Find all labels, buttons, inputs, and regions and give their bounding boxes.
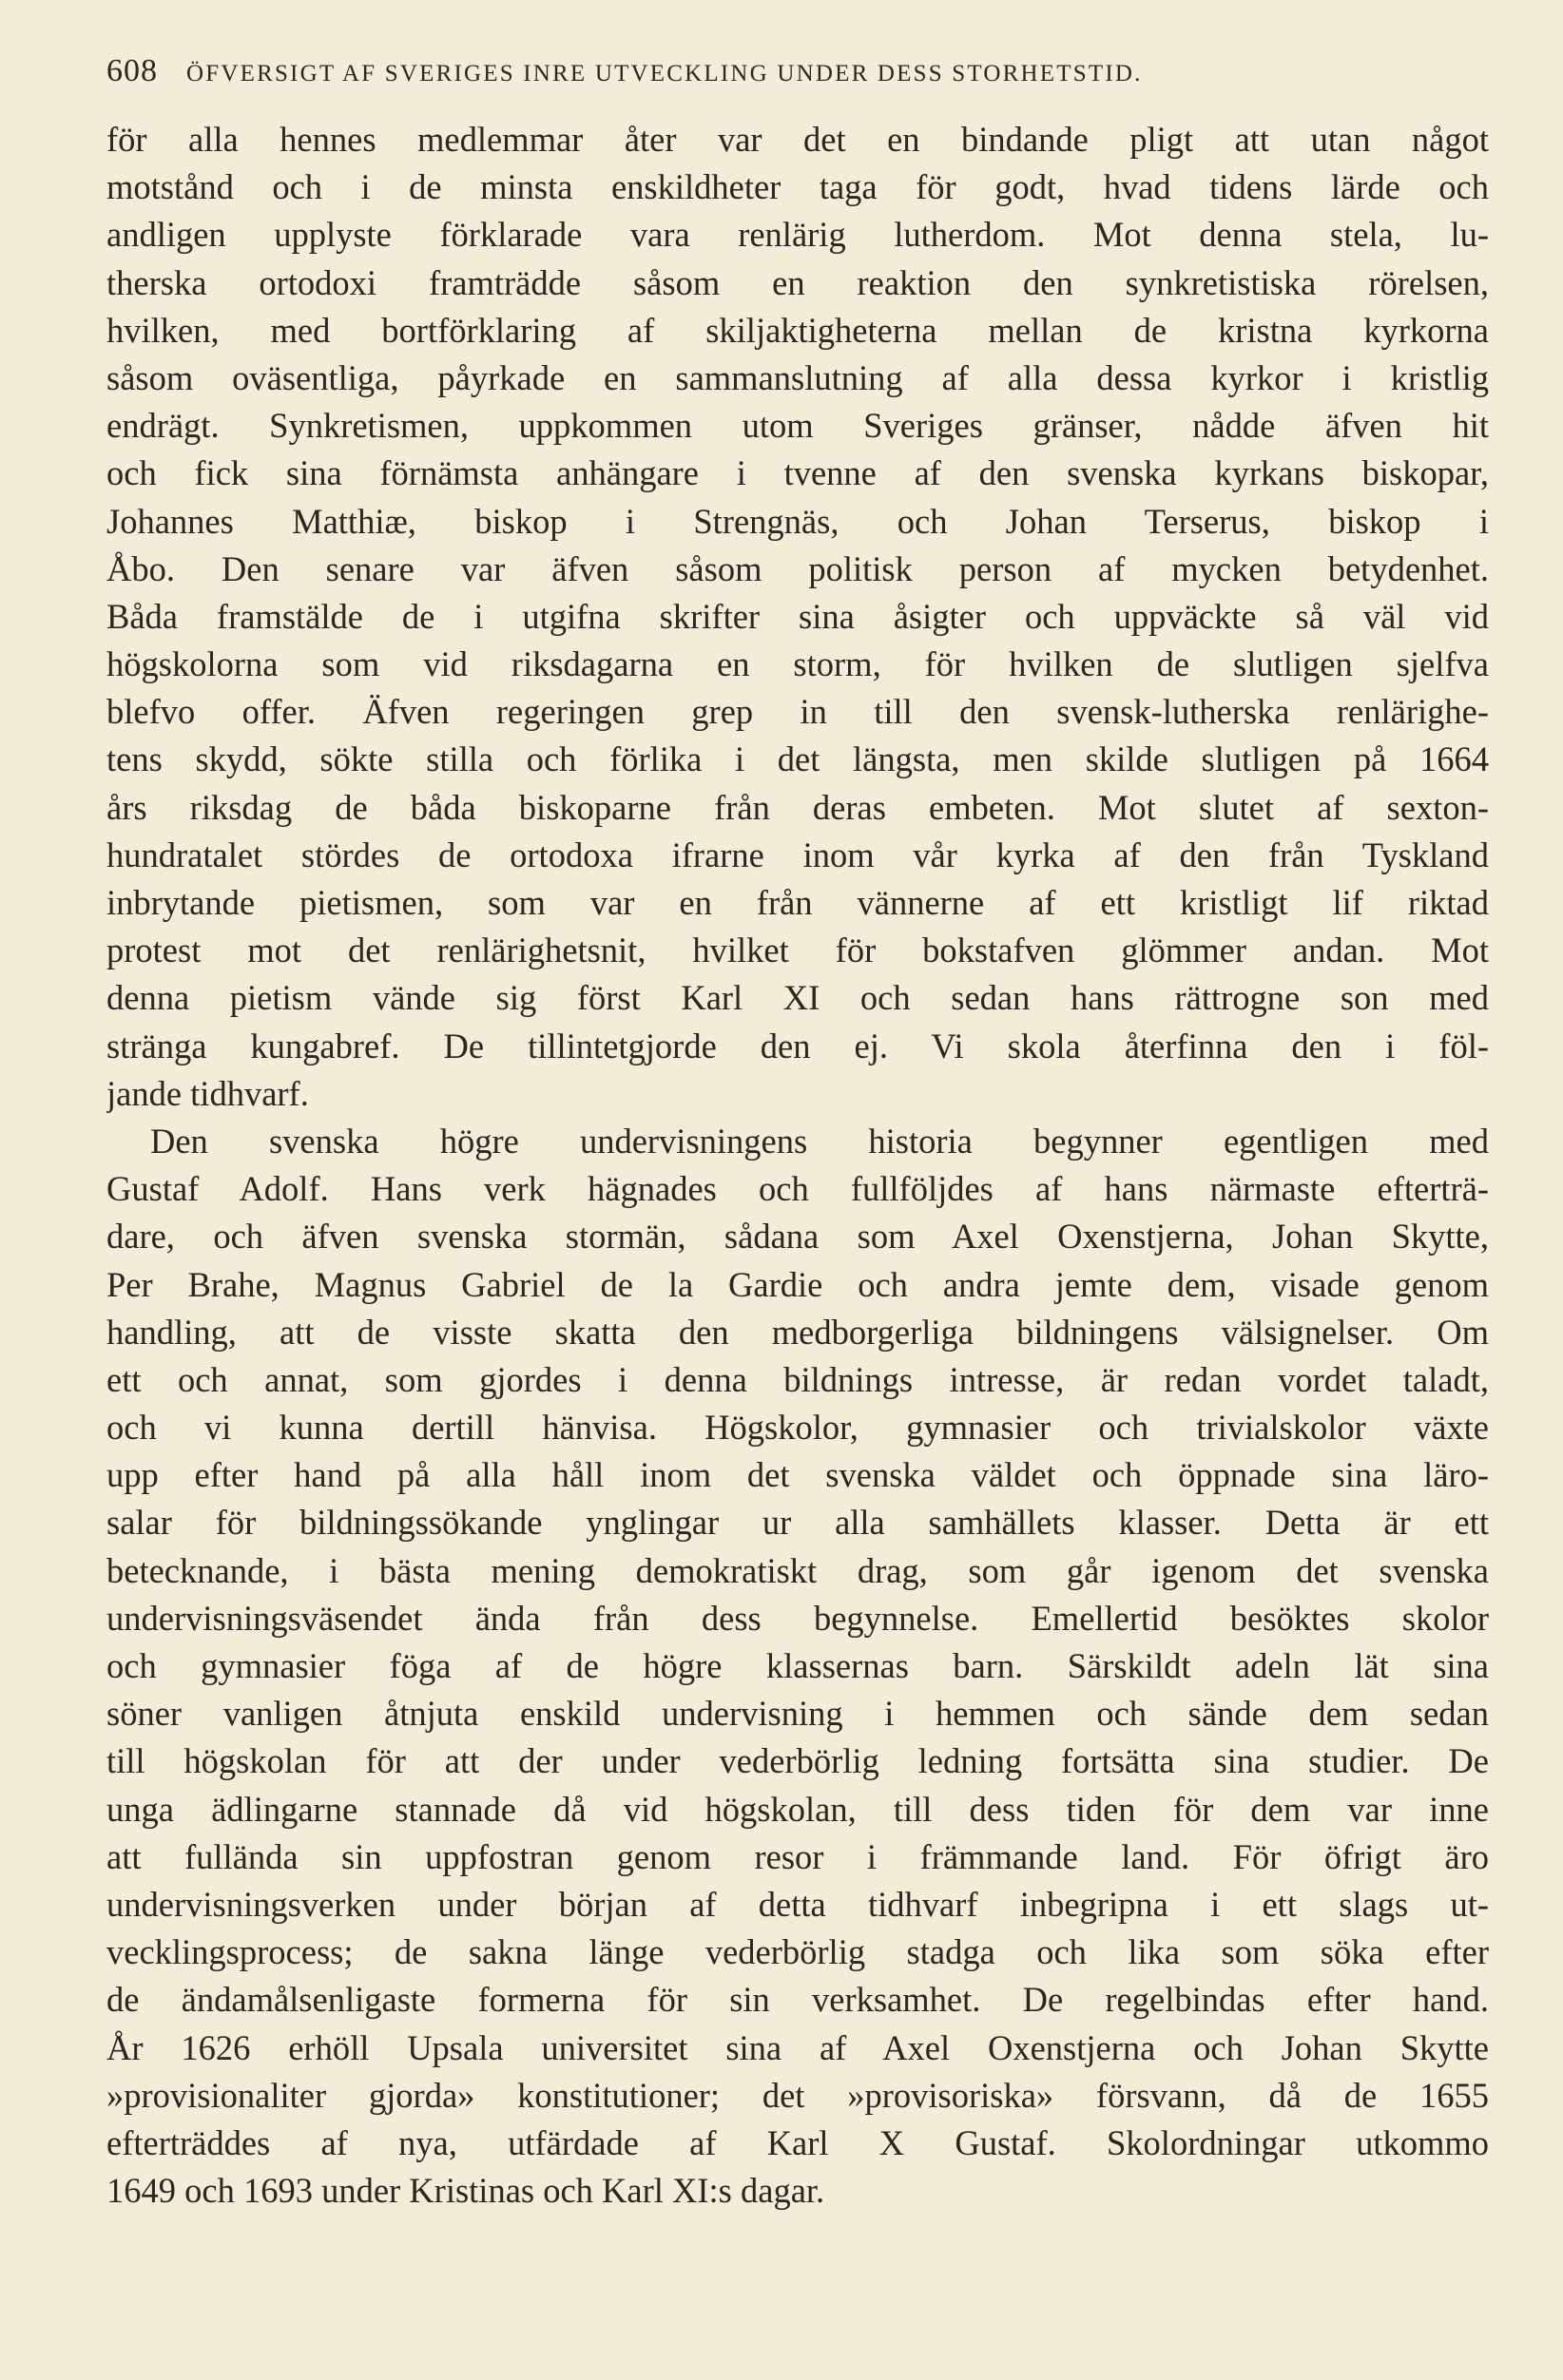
text-line: denna pietism vände sig först Karl XI och sedan hans rättrogne son med <box>106 978 1489 1018</box>
text-line: »provisionaliter gjorda» konstitutioner; det »provisoriska» försvann, då de 1655 <box>106 2075 1489 2115</box>
text-line: och vi kunna dertill hänvisa. Högskolor, gymnasier och trivialskolor växte <box>106 1408 1489 1448</box>
text-line: unga ädlingarne stannade då vid högskolan, till dess tiden för dem var inne <box>106 1789 1489 1829</box>
text-line: stränga kungabref. De tillintetgjorde den ej. Vi skola återfinna den i föl- <box>106 1026 1489 1065</box>
text-line: undervisningsverken under början af detta tidhvarf inbegripna i ett slags ut- <box>106 1884 1489 1924</box>
text-line: Gustaf Adolf. Hans verk hägnades och fullföljdes af hans närmaste efterträ- <box>106 1169 1489 1209</box>
text-line: protest mot det renlärighetsnit, hvilket för bokstafven glömmer andan. Mot <box>106 931 1489 970</box>
text-line: högskolorna som vid riksdagarna en storm, för hvilken de slutligen sjelfva <box>106 644 1489 684</box>
text-line: Den svenska högre undervisningens historia begynner egentligen med <box>150 1121 1489 1161</box>
text-line: hundratalet stördes de ortodoxa ifrarne inom vår kyrka af den från Tyskland <box>106 835 1489 874</box>
text-line: upp efter hand på alla håll inom det svenska väldet och öppnade sina läro- <box>106 1455 1489 1495</box>
text-line: såsom oväsentliga, påyrkade en sammanslutning af alla dessa kyrkor i kristlig <box>106 357 1489 397</box>
text-line: att fullända sin uppfostran genom resor i främmande land. För öfrigt äro <box>106 1836 1489 1876</box>
text-line: betecknande, i bästa mening demokratiskt drag, som går igenom det svenska <box>106 1550 1489 1590</box>
text-line: Åbo. Den senare var äfven såsom politisk person af mycken betydenhet. <box>106 548 1489 588</box>
text-line: blefvo offer. Äfven regeringen grep in till den svensk-lutherska renlärighe- <box>106 692 1489 732</box>
text-line: dare, och äfven svenska stormän, sådana som Axel Oxenstjerna, Johan Skytte, <box>106 1217 1489 1257</box>
text-line: År 1626 erhöll Upsala universitet sina af Axel Oxenstjerna och Johan Skytte <box>106 2027 1489 2067</box>
text-line: Johannes Matthiæ, biskop i Strengnäs, och Johan Terserus, biskop i <box>106 501 1489 541</box>
text-line: söner vanligen åtnjuta enskild undervisning i hemmen och sände dem sedan <box>106 1694 1489 1734</box>
text-line: salar för bildningssökande ynglingar ur alla samhällets klasser. Detta är ett <box>106 1503 1489 1543</box>
text-line: års riksdag de båda biskoparne från deras embeten. Mot slutet af sexton- <box>106 787 1489 827</box>
text-line: de ändamålsenligaste formerna för sin verksamhet. De regelbindas efter hand. <box>106 1980 1489 2020</box>
text-line: hvilken, med bortförklaring af skiljaktigheterna mellan de kristna kyrkorna <box>106 310 1489 350</box>
text-line: inbrytande pietismen, som var en från vännerne af ett kristligt lif riktad <box>106 883 1489 922</box>
text-line: och fick sina förnämsta anhängare i tvenne af den svenska kyrkans biskopar, <box>106 453 1489 493</box>
page-header <box>106 53 1495 95</box>
text-line: och gymnasier föga af de högre klassernas barn. Särskildt adeln lät sina <box>106 1646 1489 1685</box>
text-line: ett och annat, som gjordes i denna bildnings intresse, är redan vordet taladt, <box>106 1359 1489 1399</box>
text-line: jande tidhvarf. <box>106 1073 309 1113</box>
text-line: Per Brahe, Magnus Gabriel de la Gardie och andra jemte dem, visade genom <box>106 1264 1489 1304</box>
body-text <box>106 116 1489 2215</box>
text-line: vecklingsprocess; de sakna länge vederbörlig stadga och lika som söka efter <box>106 1932 1489 1972</box>
text-line: andligen upplyste förklarade vara renlärig lutherdom. Mot denna stela, lu- <box>106 215 1489 255</box>
text-line: Båda framstälde de i utgifna skrifter sina åsigter och uppväckte så väl vid <box>106 596 1489 636</box>
text-line: efterträddes af nya, utfärdade af Karl X Gustaf. Skolordningar utkommo <box>106 2122 1489 2162</box>
text-line: handling, att de visste skatta den medborgerliga bildningens välsignelser. Om <box>106 1312 1489 1352</box>
page-number: 608 <box>106 53 158 88</box>
running-title: ÖFVERSIGT AF SVERIGES INRE UTVECKLING UNDER DESS STORHETSTID. <box>186 61 1143 86</box>
text-line: therska ortodoxi framträdde såsom en reaktion den synkretistiska rörelsen, <box>106 262 1489 302</box>
text-line: 1649 och 1693 under Kristinas och Karl XI:s dagar. <box>106 2171 825 2211</box>
text-line: motstånd och i de minsta enskildheter taga för godt, hvad tidens lärde och <box>106 167 1489 207</box>
text-line: till högskolan för att der under vederbörlig ledning fortsätta sina studier. De <box>106 1741 1489 1781</box>
text-line: endrägt. Synkretismen, uppkommen utom Sveriges gränser, nådde äfven hit <box>106 406 1489 446</box>
text-line: för alla hennes medlemmar åter var det en bindande pligt att utan något <box>106 120 1489 159</box>
text-line: undervisningsväsendet ända från dess begynnelse. Emellertid besöktes skolor <box>106 1598 1489 1638</box>
text-line: tens skydd, sökte stilla och förlika i det längsta, men skilde slutligen på 1664 <box>106 739 1489 779</box>
